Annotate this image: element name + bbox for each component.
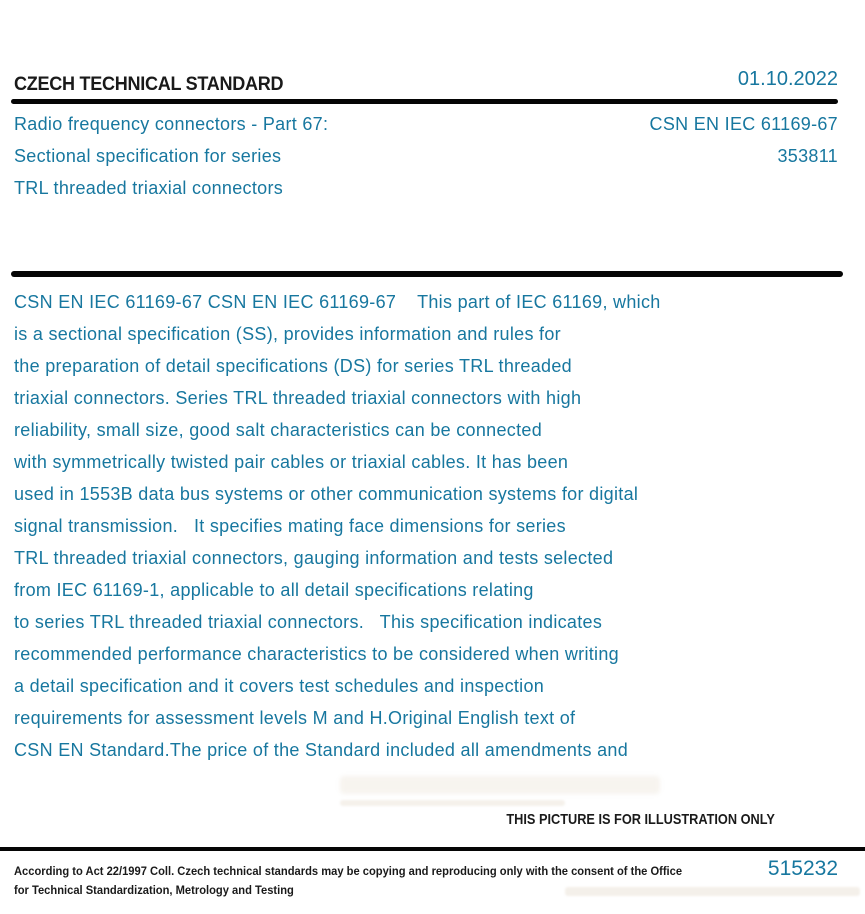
abstract-line: TRL threaded triaxial connectors, gauging information and tests selected (14, 547, 614, 568)
abstract-line: recommended performance characteristics to be considered when writing (14, 643, 619, 664)
abstract-line: requirements for assessment levels M and H.Original English text of (14, 707, 576, 728)
abstract-line: CSN EN Standard.The price of the Standard included all amendments and (14, 739, 629, 760)
illustration-only-note: THIS PICTURE IS FOR ILLUSTRATION ONLY (506, 811, 775, 828)
publication-date: 01.10.2022 (737, 68, 838, 90)
abstract-text (14, 286, 814, 766)
standard-title-line: Radio frequency connectors - Part 67: (14, 113, 329, 134)
order-number: 515232 (767, 857, 838, 880)
faint-watermark-smudge (340, 776, 660, 794)
standard-designation: CSN EN IEC 61169-67 (649, 113, 838, 134)
title-divider-rule (11, 271, 843, 277)
abstract-line: is a sectional specification (SS), provides information and rules for (14, 323, 561, 344)
abstract-line: a detail specification and it covers test schedules and inspection (14, 675, 545, 696)
abstract-line: to series TRL threaded triaxial connectors. This specification indicates (14, 611, 603, 632)
abstract-line: CSN EN IEC 61169-67 CSN EN IEC 61169-67 This part of IEC 61169, which (14, 291, 661, 312)
faint-watermark-underline (340, 800, 565, 806)
faint-watermark-bottom (565, 887, 860, 896)
abstract-line: the preparation of detail specifications (DS) for series TRL threaded (14, 355, 572, 376)
standard-class-number: 353811 (777, 145, 838, 166)
copyright-legal-line: for Technical Standardization, Metrology and Testing (14, 882, 294, 897)
abstract-line: triaxial connectors. Series TRL threaded triaxial connectors with high (14, 387, 582, 408)
abstract-line: reliability, small size, good salt characteristics can be connected (14, 419, 543, 440)
abstract-line: signal transmission. It specifies mating face dimensions for series (14, 515, 566, 536)
footer-rule (0, 847, 865, 851)
abstract-line: with symmetrically twisted pair cables or triaxial cables. It has been (14, 451, 569, 472)
header-rule (11, 99, 838, 104)
standard-title-line: TRL threaded triaxial connectors (14, 177, 284, 198)
copyright-legal-line: According to Act 22/1997 Coll. Czech technical standards may be copying and reproducing only with the consent of the Office (14, 863, 683, 878)
abstract-line: from IEC 61169-1, applicable to all detail specifications relating (14, 579, 534, 600)
copyright-legal-text (14, 861, 683, 899)
standard-title (14, 108, 574, 204)
standard-title-line: Sectional specification for series (14, 145, 282, 166)
standard-reference (578, 108, 838, 172)
abstract-line: used in 1553B data bus systems or other communication systems for digital (14, 483, 639, 504)
document-type-heading: CZECH TECHNICAL STANDARD (14, 74, 284, 95)
